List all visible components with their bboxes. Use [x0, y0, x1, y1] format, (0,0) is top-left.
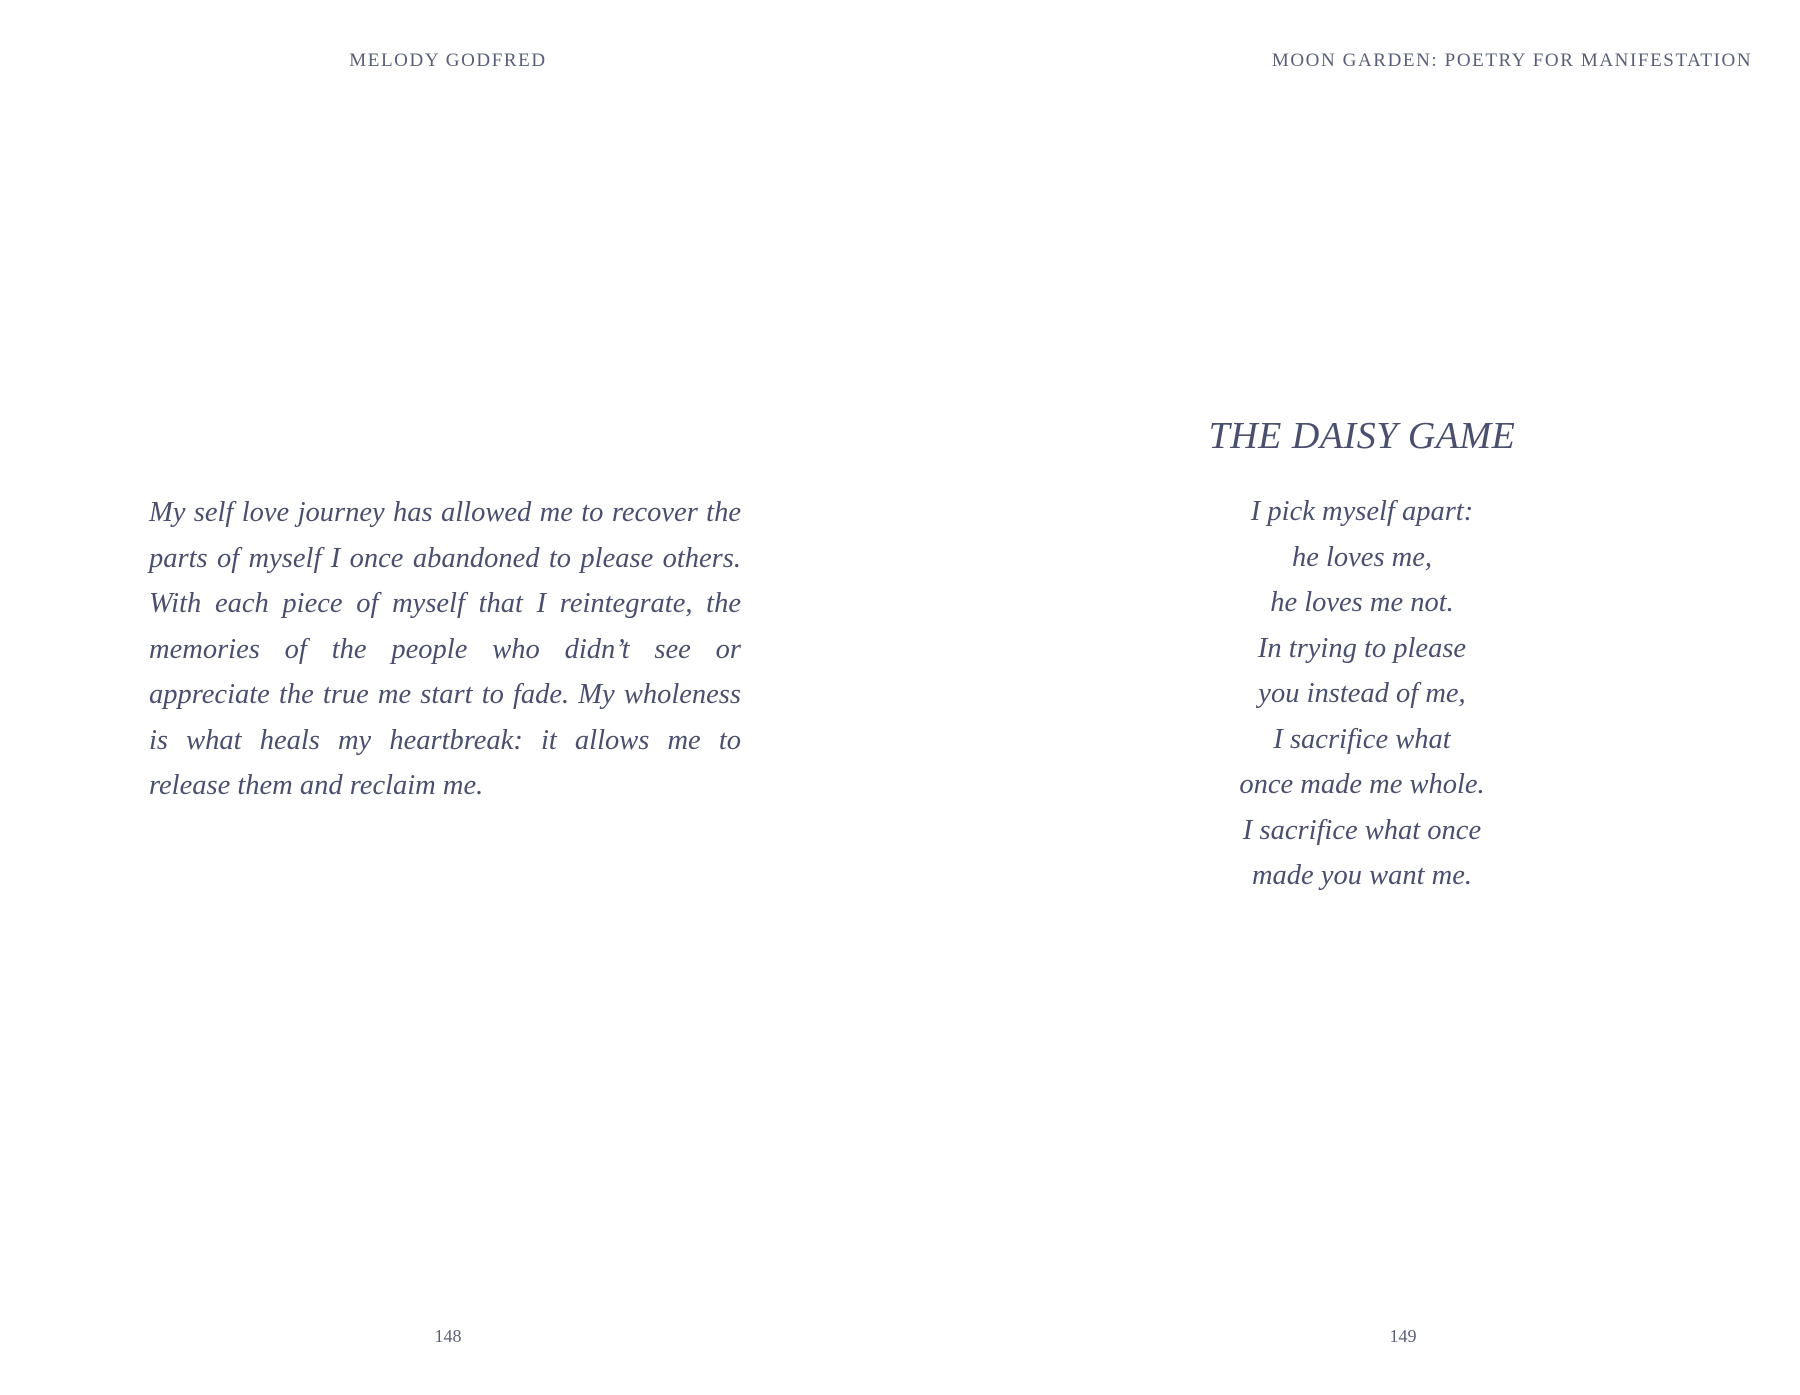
- poem-line: made you want me.: [1251, 860, 1473, 891]
- poem-line: I sacrifice what: [1273, 723, 1451, 755]
- poem-line: I pick myself apart:: [1250, 496, 1474, 527]
- running-head-book-title: MOON GARDEN: POETRY FOR MANIFESTATION: [1271, 50, 1753, 71]
- poem-line: In trying to please: [1257, 632, 1467, 664]
- body-paragraph: My self love journey has allowed me to recover the parts of myself I once abandoned to please others. With each piece of myself that I reintegrate, the memories of the people who didn’t see or appreciate the true me start to fade. My wholeness is what heals my heartbreak: it allows me to release them and reclaim me.: [149, 497, 741, 801]
- poem-line: he loves me not.: [1270, 587, 1454, 618]
- poem-line: once made me whole.: [1239, 769, 1485, 800]
- poem-lines: [1112, 489, 1612, 899]
- poem-title: THE DAISY GAME: [1208, 415, 1516, 457]
- right-page: [900, 0, 1800, 1395]
- poem-line: he loves me,: [1291, 541, 1433, 573]
- poem-line: I sacrifice what once: [1242, 814, 1482, 846]
- running-head-author: MELODY GODFRED: [349, 50, 547, 71]
- page-number-right: 149: [1389, 1326, 1417, 1346]
- page-number-left: 148: [434, 1326, 462, 1346]
- poem-line: you instead of me,: [1258, 678, 1466, 709]
